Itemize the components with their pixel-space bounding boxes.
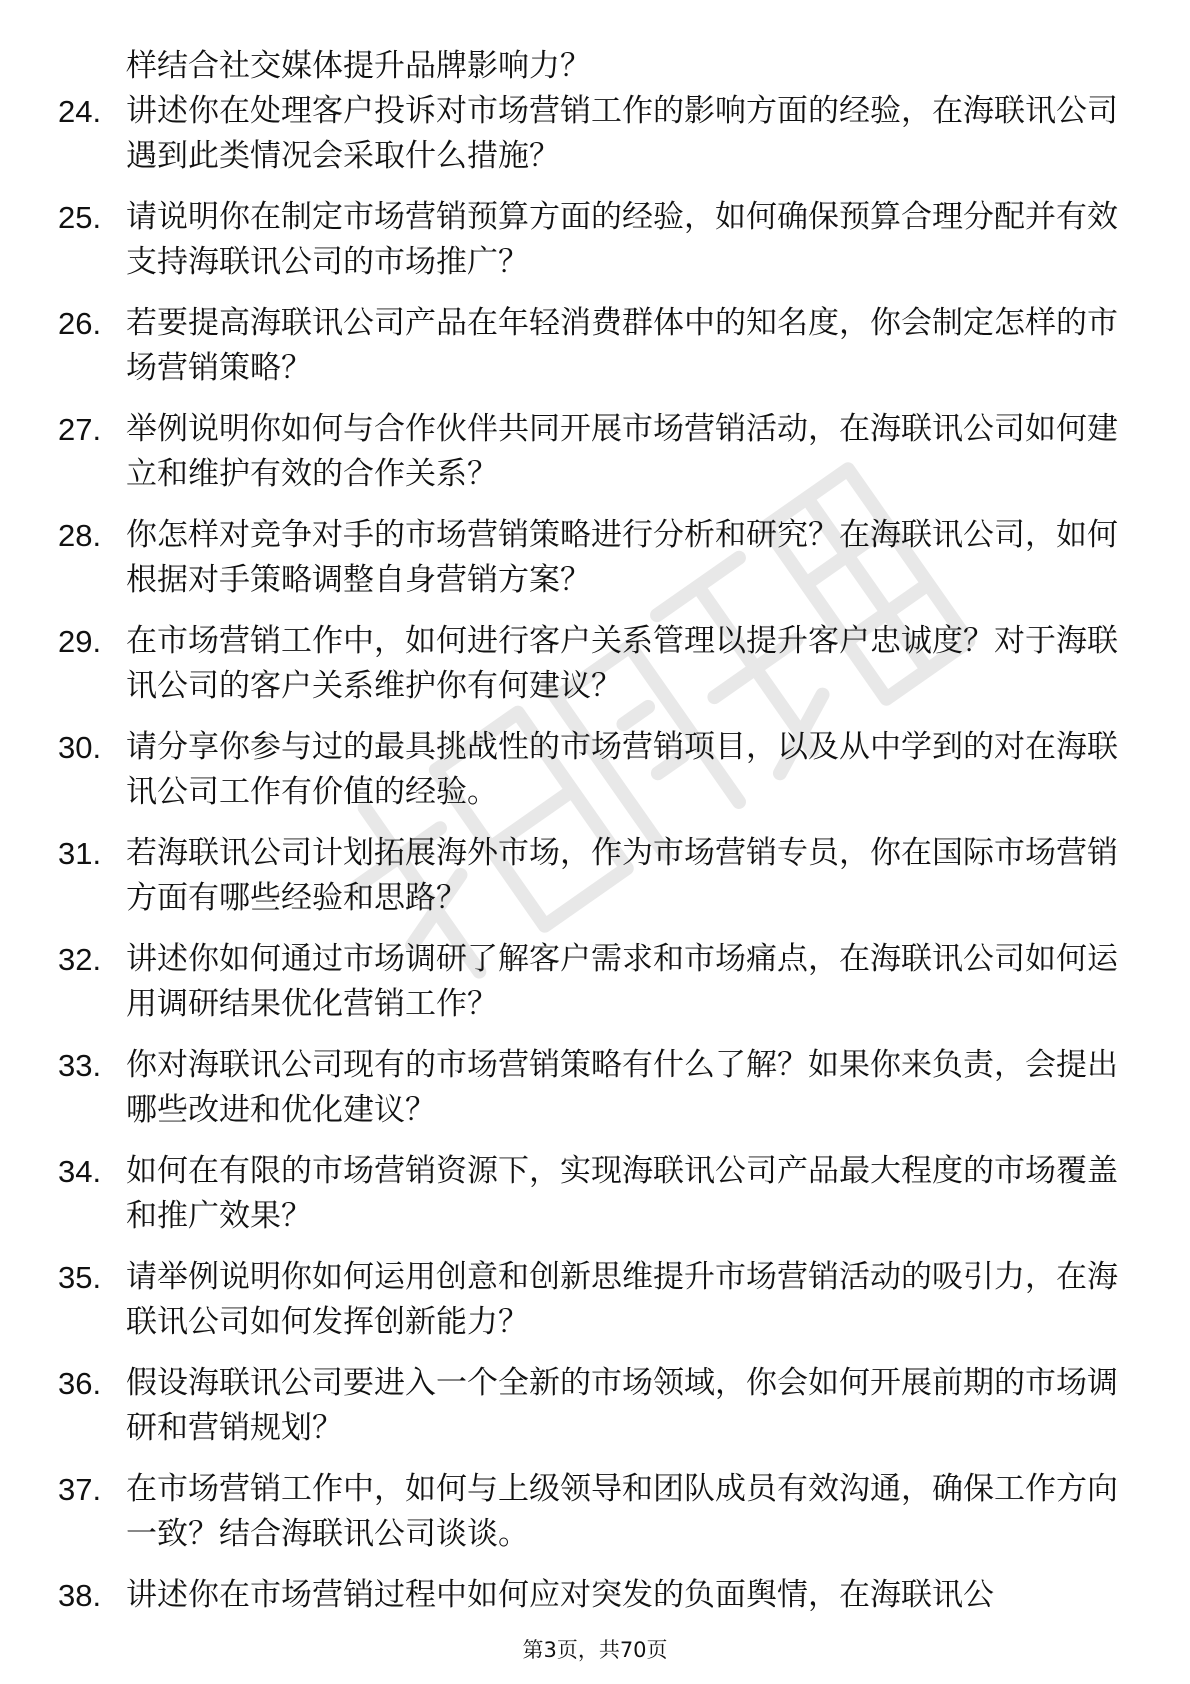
question-number: 36. (58, 1366, 102, 1401)
list-item (58, 1573, 1138, 1618)
question-number: 30. (58, 730, 102, 765)
question-text: 假设海联讯公司要进入一个全新的市场领域，你会如何开展前期的市场调研和营销规划？ (126, 1365, 1118, 1446)
question-number: 32. (58, 942, 102, 977)
question-number: 38. (58, 1578, 102, 1613)
list-item (58, 513, 1138, 603)
list-item (58, 1255, 1138, 1345)
list-item (58, 195, 1138, 285)
list-item (58, 831, 1138, 921)
list-item (58, 725, 1138, 815)
question-text: 讲述你在处理客户投诉对市场营销工作的影响方面的经验，在海联讯公司遇到此类情况会采取什么措施？ (126, 93, 1118, 174)
list-item (58, 1467, 1138, 1557)
question-number: 35. (58, 1260, 102, 1295)
question-text: 你对海联讯公司现有的市场营销策略有什么了解？如果你来负责，会提出哪些改进和优化建议？ (126, 1047, 1118, 1128)
list-item (58, 1149, 1138, 1239)
list-item (58, 619, 1138, 709)
question-text: 若海联讯公司计划拓展海外市场，作为市场营销专员，你在国际市场营销方面有哪些经验和思路？ (126, 835, 1118, 916)
list-item (58, 89, 1138, 179)
question-text: 样结合社交媒体提升品牌影响力？ (126, 48, 591, 84)
question-text: 请说明你在制定市场营销预算方面的经验，如何确保预算合理分配并有效支持海联讯公司的市场推广？ (126, 199, 1118, 280)
question-text: 在市场营销工作中，如何与上级领导和团队成员有效沟通，确保工作方向一致？结合海联讯公司谈谈。 (126, 1471, 1118, 1552)
question-text: 在市场营销工作中，如何进行客户关系管理以提升客户忠诚度？对于海联讯公司的客户关系维护你有何建议？ (126, 623, 1118, 704)
list-item (58, 937, 1138, 1027)
question-number: 25. (58, 200, 102, 235)
list-item (58, 301, 1138, 391)
question-number: 24. (58, 94, 102, 129)
question-text: 若要提高海联讯公司产品在年轻消费群体中的知名度，你会制定怎样的市场营销策略？ (126, 305, 1118, 386)
question-text: 如何在有限的市场营销资源下，实现海联讯公司产品最大程度的市场覆盖和推广效果？ (126, 1153, 1118, 1234)
question-text: 你怎样对竞争对手的市场营销策略进行分析和研究？在海联讯公司，如何根据对手策略调整自身营销方案？ (126, 517, 1118, 598)
question-list (58, 89, 1138, 1634)
question-text: 举例说明你如何与合作伙伴共同开展市场营销活动，在海联讯公司如何建立和维护有效的合作关系？ (126, 411, 1118, 492)
question-text: 讲述你在市场营销过程中如何应对突发的负面舆情，在海联讯公 (126, 1577, 994, 1613)
question-number: 37. (58, 1472, 102, 1507)
question-number: 28. (58, 518, 102, 553)
question-number: 33. (58, 1048, 102, 1083)
list-item (58, 1043, 1138, 1133)
question-number: 31. (58, 836, 102, 871)
list-item (58, 1361, 1138, 1451)
continued-question-text (58, 44, 1138, 89)
list-item (58, 407, 1138, 497)
question-text: 请举例说明你如何运用创意和创新思维提升市场营销活动的吸引力，在海联讯公司如何发挥创新能力？ (126, 1259, 1118, 1340)
question-number: 27. (58, 412, 102, 447)
question-number: 29. (58, 624, 102, 659)
question-number: 26. (58, 306, 102, 341)
page-number-footer: 第3页，共70页 (522, 1638, 668, 1662)
question-number: 34. (58, 1154, 102, 1189)
question-text: 讲述你如何通过市场调研了解客户需求和市场痛点，在海联讯公司如何运用调研结果优化营销工作？ (126, 941, 1118, 1022)
question-text: 请分享你参与过的最具挑战性的市场营销项目，以及从中学到的对在海联讯公司工作有价值的经验。 (126, 729, 1118, 810)
